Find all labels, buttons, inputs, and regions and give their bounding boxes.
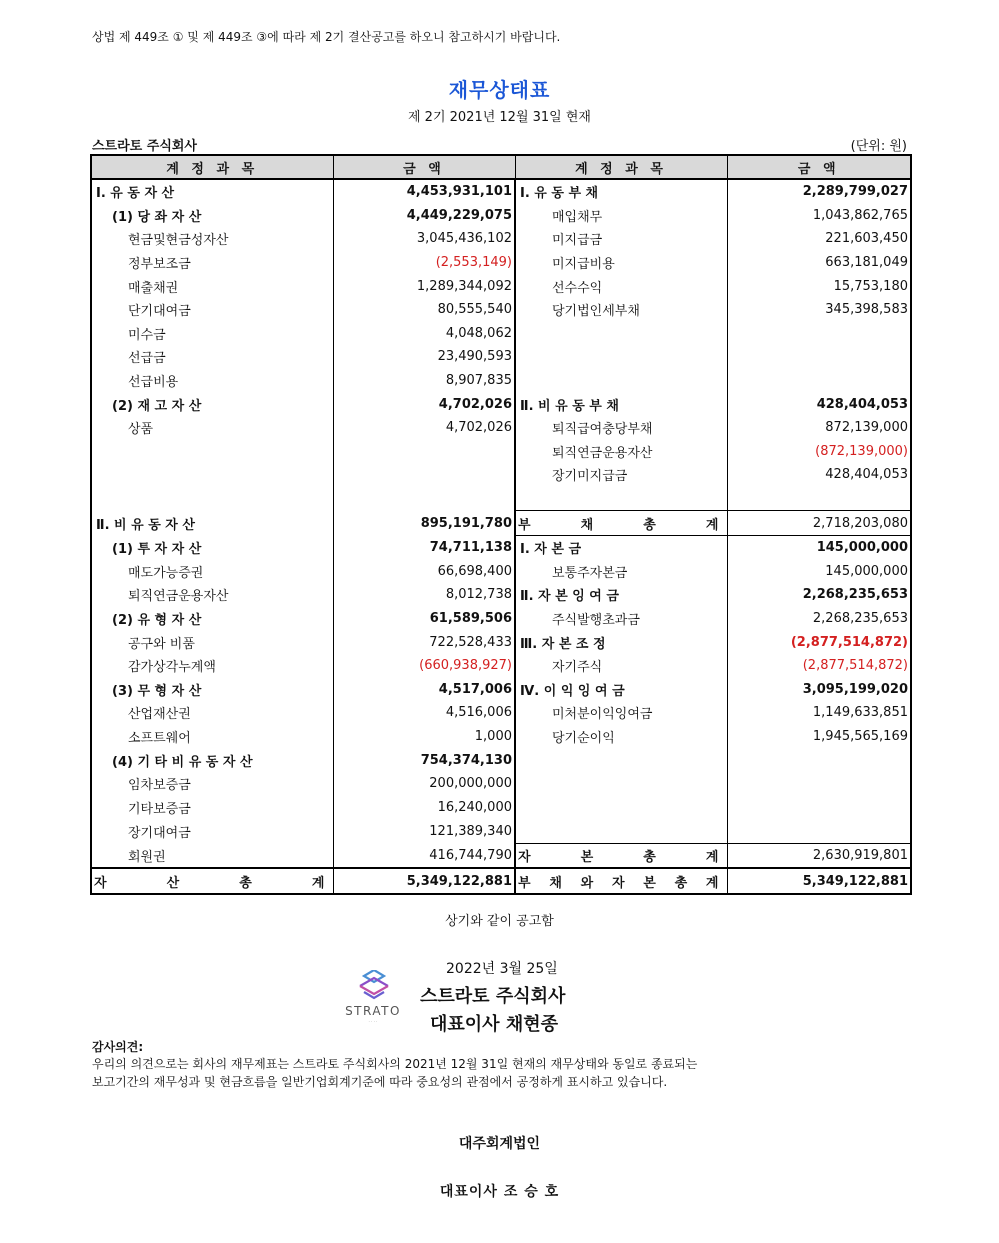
total-assets-label: [91, 868, 333, 894]
asset-account: 감가상각누계액: [91, 654, 333, 678]
liability-equity-amount: [727, 322, 911, 346]
table-row: [91, 463, 911, 487]
header-account: 계 정 과 목: [91, 155, 333, 179]
asset-account: 산업재산권: [91, 701, 333, 725]
liability-equity-account: [515, 487, 727, 511]
audit-opinion-text: 우리의 의견으로는 회사의 재무제표는 스트라토 주식회사의 2021년 12월 31일 현재의 재무상태와 동일로 종료되는: [92, 1057, 698, 1071]
liability-equity-account: 퇴직연금운용자산: [515, 440, 727, 464]
table-row: [91, 701, 911, 725]
asset-account: (4) 기 타 비 유 동 자 산: [91, 748, 333, 772]
asset-account: 소프트웨어: [91, 725, 333, 749]
liability-equity-amount: [727, 819, 911, 843]
table-row: [91, 274, 911, 298]
asset-account: (1) 당 좌 자 산: [91, 204, 333, 228]
table-row: [91, 322, 911, 346]
liability-equity-amount: [727, 369, 911, 393]
liability-equity-amount: 345,398,583: [727, 298, 911, 322]
table-row: [91, 345, 911, 369]
asset-account: 장기대여금: [91, 819, 333, 843]
asset-amount: 754,374,130: [333, 748, 515, 772]
table-row: [91, 819, 911, 843]
asset-amount: 23,490,593: [333, 345, 515, 369]
asset-account: (2) 재 고 자 산: [91, 392, 333, 416]
asset-account: 정부보조금: [91, 251, 333, 275]
asset-amount: (660,938,927): [333, 654, 515, 678]
asset-account: 단기대여금: [91, 298, 333, 322]
liability-equity-account: [515, 345, 727, 369]
asset-account: [91, 463, 333, 487]
liability-equity-amount: 2,268,235,653: [727, 583, 911, 607]
liability-equity-amount: (872,139,000): [727, 440, 911, 464]
liability-equity-amount: 663,181,049: [727, 251, 911, 275]
liability-equity-amount: 3,095,199,020: [727, 677, 911, 701]
liability-equity-account: [515, 322, 727, 346]
table-row: [91, 392, 911, 416]
liability-equity-amount: [727, 345, 911, 369]
asset-amount: 1,000: [333, 725, 515, 749]
asset-account: 선급비용: [91, 369, 333, 393]
total-label: 자 산 총 계: [94, 875, 325, 891]
liability-equity-account: 당기순이익: [515, 725, 727, 749]
asset-amount: 200,000,000: [333, 772, 515, 796]
asset-account: 선급금: [91, 345, 333, 369]
asset-amount: 4,702,026: [333, 392, 515, 416]
asset-amount: 3,045,436,102: [333, 227, 515, 251]
liability-equity-amount: 145,000,000: [727, 535, 911, 559]
liability-equity-account: [515, 795, 727, 819]
header-amount: 금 액: [727, 155, 911, 179]
asset-amount: 4,516,006: [333, 701, 515, 725]
liability-equity-amount: 221,603,450: [727, 227, 911, 251]
asset-amount: 66,698,400: [333, 560, 515, 584]
asset-amount: 895,191,780: [333, 511, 515, 536]
asset-account: 기타보증금: [91, 795, 333, 819]
total-label: 자 본 총 계: [518, 849, 719, 865]
company-name: 스트라토 주식회사: [92, 139, 197, 154]
asset-amount: 121,389,340: [333, 819, 515, 843]
asset-account: (3) 무 형 자 산: [91, 677, 333, 701]
table-row: [91, 677, 911, 701]
liability-equity-account: [515, 369, 727, 393]
table-row: [91, 654, 911, 678]
table-row: [91, 416, 911, 440]
table-row: [91, 440, 911, 464]
asset-amount: [333, 487, 515, 511]
total-label: 부 채 총 계: [518, 517, 719, 533]
table-row: [91, 795, 911, 819]
audit-firm: 대주회계법인: [458, 1136, 541, 1152]
page-title: 재무상태표: [448, 78, 551, 102]
asset-account: 현금및현금성자산: [91, 227, 333, 251]
signing-company: 스트라토 주식회사: [420, 986, 566, 1007]
totals-row: [91, 868, 911, 894]
liability-equity-amount: 1,945,565,169: [727, 725, 911, 749]
asset-amount: [333, 440, 515, 464]
liability-equity-account: Ⅱ. 자 본 잉 여 금: [515, 583, 727, 607]
liability-equity-amount: 428,404,053: [727, 392, 911, 416]
liability-equity-account: 주식발행초과금: [515, 607, 727, 631]
liability-equity-account: Ⅲ. 자 본 조 정: [515, 630, 727, 654]
table-row: [91, 251, 911, 275]
asset-account: [91, 440, 333, 464]
asset-amount: 4,453,931,101: [333, 179, 515, 204]
liability-equity-account: 장기미지급금: [515, 463, 727, 487]
asset-amount: 4,702,026: [333, 416, 515, 440]
asset-account: 매출채권: [91, 274, 333, 298]
liability-equity-account: 자기주식: [515, 654, 727, 678]
liability-equity-amount: (2,877,514,872): [727, 654, 911, 678]
liability-equity-account: Ⅰ. 자 본 금: [515, 535, 727, 559]
asset-amount: 4,517,006: [333, 677, 515, 701]
table-row: [91, 843, 911, 868]
asset-amount: 4,048,062: [333, 322, 515, 346]
liability-equity-amount: 1,149,633,851: [727, 701, 911, 725]
legal-notice: 상법 제 449조 ① 및 제 449조 ③에 따라 제 2기 결산공고를 하오니 참고하시기 바랍니다.: [92, 30, 561, 44]
table-body: [91, 179, 911, 894]
asset-amount: (2,553,149): [333, 251, 515, 275]
table-row: [91, 511, 911, 536]
liability-equity-account: 미처분이익잉여금: [515, 701, 727, 725]
liability-equity-account: [515, 511, 727, 536]
audit-firm-ceo: 대표이사 조 승 호: [439, 1184, 560, 1200]
audit-opinion-text: 보고기간의 재무성과 및 현금흐름을 일반기업회계기준에 따라 중요성의 관점에서 공정하게 표시하고 있습니다.: [92, 1075, 668, 1089]
liability-equity-account: 미지급금: [515, 227, 727, 251]
liability-equity-amount: 2,630,919,801: [727, 843, 911, 868]
asset-amount: 80,555,540: [333, 298, 515, 322]
liability-equity-account: [515, 843, 727, 868]
table-row: [91, 725, 911, 749]
liability-equity-amount: 15,753,180: [727, 274, 911, 298]
asset-amount: 4,449,229,075: [333, 204, 515, 228]
table-header: [91, 155, 911, 179]
table-row: [91, 179, 911, 204]
liability-equity-account: [515, 819, 727, 843]
total-liabilities-equity-label: [515, 868, 727, 894]
audit-opinion-heading: 감사의견:: [92, 1040, 144, 1054]
asset-account: (1) 투 자 자 산: [91, 535, 333, 559]
header-account: 계 정 과 목: [515, 155, 727, 179]
liability-equity-amount: 2,718,203,080: [727, 511, 911, 536]
header-amount: 금 액: [333, 155, 515, 179]
table-row: [91, 369, 911, 393]
report-date: 제 2기 2021년 12월 31일 현재: [407, 110, 591, 125]
liability-equity-amount: [727, 487, 911, 511]
asset-amount: [333, 463, 515, 487]
asset-account: 매도가능증권: [91, 560, 333, 584]
asset-account: 회원권: [91, 843, 333, 868]
asset-amount: 1,289,344,092: [333, 274, 515, 298]
table-row: [91, 583, 911, 607]
liability-equity-account: 보통주자본금: [515, 560, 727, 584]
asset-amount: 722,528,433: [333, 630, 515, 654]
table-row: [91, 298, 911, 322]
liability-equity-amount: 1,043,862,765: [727, 204, 911, 228]
liability-equity-account: 매입채무: [515, 204, 727, 228]
liability-equity-account: Ⅳ. 이 익 잉 여 금: [515, 677, 727, 701]
table-row: [91, 772, 911, 796]
liability-equity-amount: 2,289,799,027: [727, 179, 911, 204]
liability-equity-amount: 872,139,000: [727, 416, 911, 440]
asset-amount: 8,012,738: [333, 583, 515, 607]
liability-equity-account: 선수수익: [515, 274, 727, 298]
asset-account: 퇴직연금운용자산: [91, 583, 333, 607]
liability-equity-account: Ⅰ. 유 동 부 채: [515, 179, 727, 204]
currency-unit: (단위: 원): [850, 139, 907, 154]
total-liabilities-equity-amount: 5,349,122,881: [727, 868, 911, 894]
asset-account: 미수금: [91, 322, 333, 346]
liability-equity-amount: [727, 748, 911, 772]
total-label: 부 채 와 자 본 총 계: [518, 875, 719, 891]
table-row: [91, 535, 911, 559]
table-row: [91, 204, 911, 228]
asset-account: 상품: [91, 416, 333, 440]
asset-amount: 416,744,790: [333, 843, 515, 868]
liability-equity-amount: 428,404,053: [727, 463, 911, 487]
table-row: [91, 227, 911, 251]
liability-equity-account: 퇴직급여충당부채: [515, 416, 727, 440]
liability-equity-account: 당기법인세부채: [515, 298, 727, 322]
asset-amount: 61,589,506: [333, 607, 515, 631]
asset-account: Ⅱ. 비 유 동 자 산: [91, 511, 333, 536]
asset-amount: 16,240,000: [333, 795, 515, 819]
asset-account: 공구와 비품: [91, 630, 333, 654]
balance-sheet-table: [90, 154, 912, 895]
signing-ceo: 대표이사 채현종: [430, 1014, 558, 1035]
strato-logo: [340, 970, 406, 1024]
table-row: [91, 487, 911, 511]
liability-equity-amount: (2,877,514,872): [727, 630, 911, 654]
liability-equity-amount: [727, 795, 911, 819]
table-row: [91, 630, 911, 654]
asset-account: [91, 487, 333, 511]
asset-account: (2) 유 형 자 산: [91, 607, 333, 631]
svg-text:STRATO: STRATO: [345, 1004, 401, 1018]
liability-equity-amount: 2,268,235,653: [727, 607, 911, 631]
asset-amount: 74,711,138: [333, 535, 515, 559]
total-assets-amount: 5,349,122,881: [333, 868, 515, 894]
liability-equity-account: 미지급비용: [515, 251, 727, 275]
announcement-statement: 상기와 같이 공고함: [445, 914, 554, 929]
table-row: [91, 560, 911, 584]
table-row: [91, 748, 911, 772]
asset-amount: 8,907,835: [333, 369, 515, 393]
liability-equity-amount: 145,000,000: [727, 560, 911, 584]
asset-account: Ⅰ. 유 동 자 산: [91, 179, 333, 204]
liability-equity-account: [515, 772, 727, 796]
svg-text:· · · ·: · · · ·: [368, 1019, 378, 1024]
liability-equity-account: [515, 748, 727, 772]
asset-account: 임차보증금: [91, 772, 333, 796]
liability-equity-account: Ⅱ. 비 유 동 부 채: [515, 392, 727, 416]
table-row: [91, 607, 911, 631]
liability-equity-amount: [727, 772, 911, 796]
announcement-date: 2022년 3월 25일: [446, 961, 558, 977]
